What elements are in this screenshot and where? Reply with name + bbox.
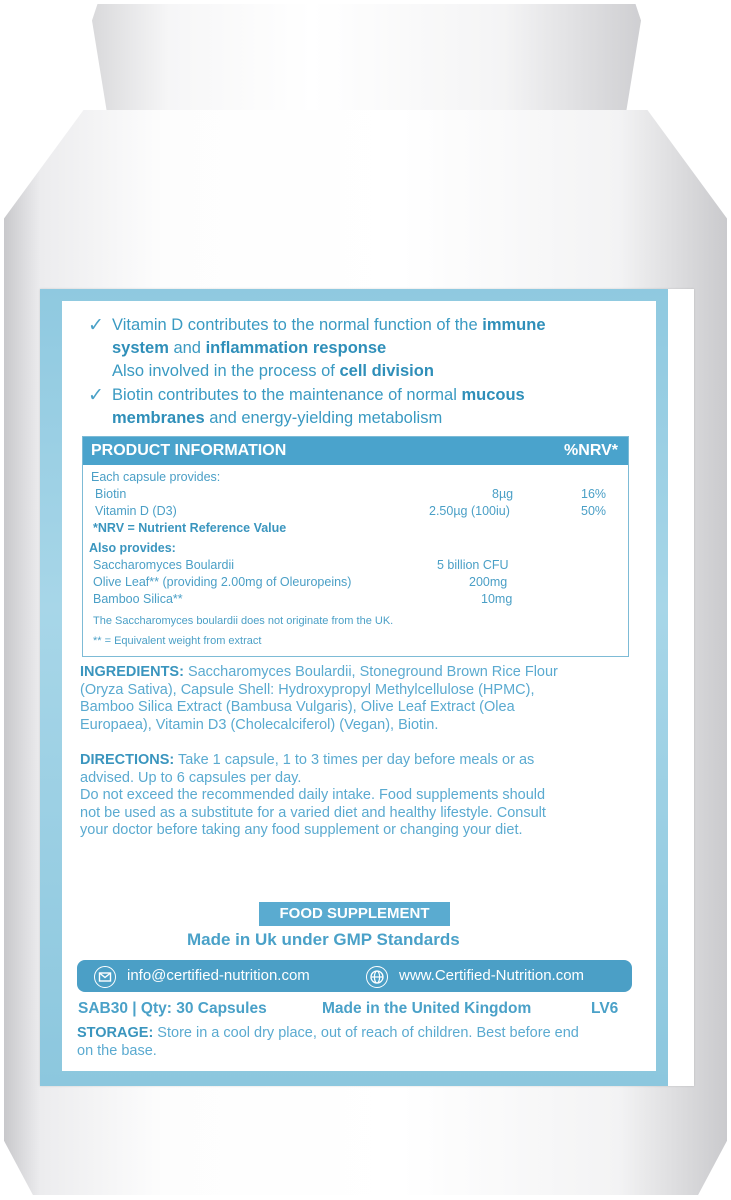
bottle-cap bbox=[92, 4, 641, 122]
food-supplement-badge: FOOD SUPPLEMENT bbox=[259, 902, 450, 926]
website-link[interactable]: www.Certified-Nutrition.com bbox=[399, 967, 585, 984]
storage-block bbox=[77, 1025, 647, 1060]
storage-label: STORAGE: bbox=[77, 1025, 154, 1041]
also-provides-label: Also provides: bbox=[89, 541, 176, 555]
extra-name: Saccharomyces Boulardii bbox=[93, 558, 235, 572]
extra-amount: 10mg bbox=[481, 592, 513, 606]
nutrient-name: Vitamin D (D3) bbox=[95, 504, 177, 518]
equivalent-note: ** = Equivalent weight from extract bbox=[93, 635, 262, 647]
benefit-text: Biotin contributes to the maintenance of normal bbox=[112, 386, 462, 404]
ingredients-text: Bamboo Silica Extract (Bambusa Vulgaris), Olive Leaf Extract (Olea bbox=[80, 699, 515, 715]
email-link[interactable]: info@certified-nutrition.com bbox=[127, 967, 310, 984]
benefit-bold: membranes bbox=[112, 409, 205, 427]
globe-icon bbox=[366, 966, 388, 988]
nutrient-nrv: 50% bbox=[581, 504, 607, 518]
nrv-note: *NRV = Nutrient Reference Value bbox=[93, 521, 287, 535]
product-info-header bbox=[83, 437, 628, 465]
benefit-bold: system bbox=[112, 339, 169, 357]
check-icon: ✓ bbox=[88, 315, 104, 336]
benefit-bold: immune bbox=[482, 316, 546, 334]
benefit-text: Vitamin D contributes to the normal function of the bbox=[112, 316, 483, 334]
check-icon: ✓ bbox=[88, 385, 104, 406]
nutrient-amount: 2.50µg (100iu) bbox=[429, 504, 510, 518]
nutrient-name: Biotin bbox=[95, 487, 127, 501]
nutrient-amount: 8µg bbox=[492, 487, 514, 501]
benefit-text: Also involved in the process of bbox=[112, 362, 340, 380]
ingredients-label: INGREDIENTS: bbox=[80, 664, 184, 680]
extra-name: Bamboo Silica** bbox=[93, 592, 183, 606]
storage-text: on the base. bbox=[77, 1042, 157, 1059]
extra-amount: 200mg bbox=[469, 575, 508, 589]
made-in-country: Made in the United Kingdom bbox=[322, 1000, 532, 1017]
nutrient-nrv: 16% bbox=[581, 487, 607, 501]
contact-bar bbox=[77, 960, 632, 992]
benefit-bold: mucous bbox=[461, 386, 525, 404]
ingredients-text: Europaea), Vitamin D3 (Cholecalciferol) (Vegan), Biotin. bbox=[80, 716, 439, 733]
directions-text: your doctor before taking any food supplement or changing your diet. bbox=[80, 822, 523, 838]
directions-block bbox=[80, 752, 650, 840]
directions-text: not be used as a substitute for a varied diet and healthy lifestyle. Consult bbox=[80, 804, 546, 821]
each-capsule-label: Each capsule provides: bbox=[91, 470, 221, 484]
directions-text: advised. Up to 6 capsules per day. bbox=[80, 769, 302, 786]
nrv-header: %NRV* bbox=[564, 442, 618, 459]
email-icon bbox=[94, 966, 116, 988]
sku-quantity: SAB30 | Qty: 30 Capsules bbox=[78, 1000, 267, 1017]
benefit-bold: cell division bbox=[339, 362, 434, 380]
benefit-text: and energy-yielding metabolism bbox=[204, 409, 443, 427]
extra-amount: 5 billion CFU bbox=[437, 558, 509, 572]
ingredients-text: (Oryza Sativa), Capsule Shell: Hydroxypropyl Methylcellulose (HPMC), bbox=[80, 681, 535, 698]
directions-text: Do not exceed the recommended daily intake. Food supplements should bbox=[80, 787, 546, 803]
gmp-statement: Made in Uk under GMP Standards bbox=[187, 930, 460, 949]
extra-name: Olive Leaf** (providing 2.00mg of Oleuropeins) bbox=[93, 575, 352, 589]
directions-text: Take 1 capsule, 1 to 3 times per day before meals or as bbox=[174, 752, 535, 768]
product-info-title: PRODUCT INFORMATION bbox=[91, 442, 287, 459]
product-info-table bbox=[82, 436, 629, 657]
origin-note: The Saccharomyces boulardii does not originate from the UK. bbox=[93, 615, 394, 627]
benefit-vitamin-d bbox=[88, 314, 648, 383]
directions-label: DIRECTIONS: bbox=[80, 752, 175, 768]
benefit-bold: inflammation response bbox=[205, 339, 387, 357]
storage-text: Store in a cool dry place, out of reach of children. Best before end bbox=[153, 1025, 579, 1041]
ingredients-block bbox=[80, 664, 650, 734]
benefit-text: and bbox=[168, 339, 206, 357]
ingredients-text: Saccharomyces Boulardii, Stoneground Brown Rice Flour bbox=[183, 664, 558, 680]
benefit-biotin bbox=[88, 384, 648, 430]
lot-code: LV6 bbox=[591, 1000, 619, 1017]
